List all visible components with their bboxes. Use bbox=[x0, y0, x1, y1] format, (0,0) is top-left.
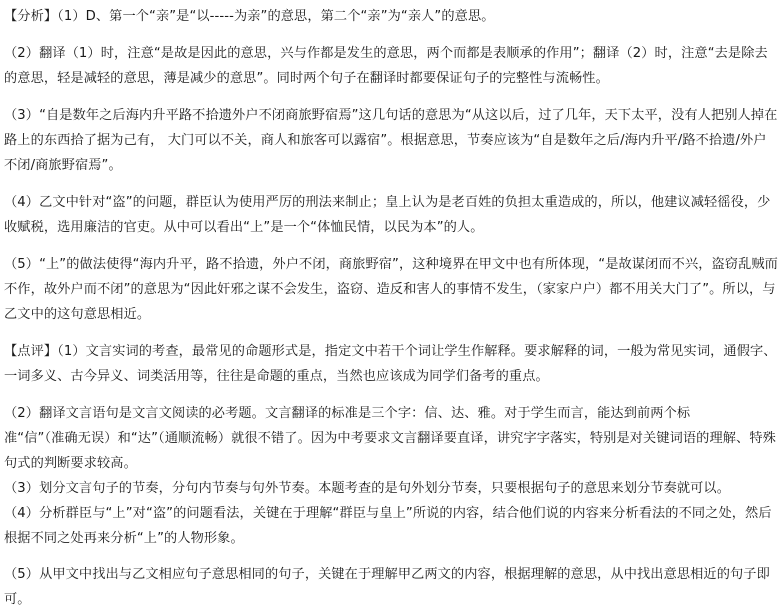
analysis-paragraph-3: （3）“自是数年之后海内升平路不拾遗外户不闭商旅野宿焉”这几句话的意思为“从这以后，过了几年，天下太平，没有人把别人掉在路上的东西拾了据为己有， 大门可以不关，商人和旅客可以露宿”。根据意思，节奏应该为“自是数年之后/海内升平/路不拾遗/外户不闭/商旅野宿焉”。 bbox=[4, 108, 778, 173]
analysis-paragraph-4: （4）乙文中针对“盗”的问题，群臣认为使用严厉的刑法来制止；皇上认为是老百姓的负担太重造成的，所以，他建议减轻徭役，少收赋税，选用廉洁的官吏。从中可以看出“上”是一个“体恤民情，以民为本”的人。 bbox=[4, 195, 771, 235]
comment-paragraph-2-line-2: 准“信”（准确无误）和“达”（通顺流畅）就很不错了。因为中考要求文言翻译要直译，讲究字字落实，特别是对关键词语的理解、特殊句式的判断要求较高。 bbox=[4, 431, 776, 471]
comment-paragraph-4: （4）分析群臣与“上”对“盗”的问题看法，关键在于理解“群臣与皇上”所说的内容，结合他们说的内容来分析看法的不同之处，然后根据不同之处再来分析“上”的人物形象。 bbox=[4, 506, 772, 546]
analysis-paragraph-1: 【分析】（1）D、第一个“亲”是“以-----为亲”的意思，第二个“亲”为“亲人”的意思。 bbox=[4, 9, 495, 24]
analysis-paragraph-2: （2）翻译（1）时，注意“是故是因此的意思，兴与作都是发生的意思，两个而都是表顺承的作用”；翻译（2）时，注意“去是除去的意思，轻是减轻的意思，薄是减少的意思”。同时两个句子在翻译时都要保证句子的完整性与流畅性。 bbox=[4, 46, 768, 86]
comment-paragraph-5: （5）从甲文中找出与乙文相应句子意思相同的句子，关键在于理解甲乙两文的内容，根据理解的意思，从中找出意思相近的句子即可。 bbox=[4, 567, 770, 607]
comment-paragraph-2-line-1: （2）翻译文言语句是文言文阅读的必考题。文言翻译的标准是三个字：信、达、雅。对于学生而言，能达到前两个标 bbox=[4, 406, 691, 421]
analysis-paragraph-5: （5）“上”的做法使得“海内升平，路不拾遗，外户不闭，商旅野宿”，这种境界在甲文中也有所体现，“是故谋闭而不兴，盗窃乱贼而不作，故外户而不闭”的意思为“因此奸邪之谋不会发生，盗窃、造反和害人的事情不发生，（家家户户）都不用关大门了”。所以，与乙文中的这句意思相近。 bbox=[4, 257, 778, 322]
comment-paragraph-3: （3）划分文言句子的节奏，分句内节奏与句外节奏。本题考查的是句外划分节奏，只要根据句子的意思来划分节奏就可以。 bbox=[4, 481, 731, 496]
comment-paragraph-1: 【点评】（1）文言实词的考查，最常见的命题形式是，指定文中若干个词让学生作解释。要求解释的词，一般为常见实词，通假字、一词多义、古今异义、词类活用等，往往是命题的重点，当然也应该成为同学们备考的重点。 bbox=[4, 344, 777, 384]
